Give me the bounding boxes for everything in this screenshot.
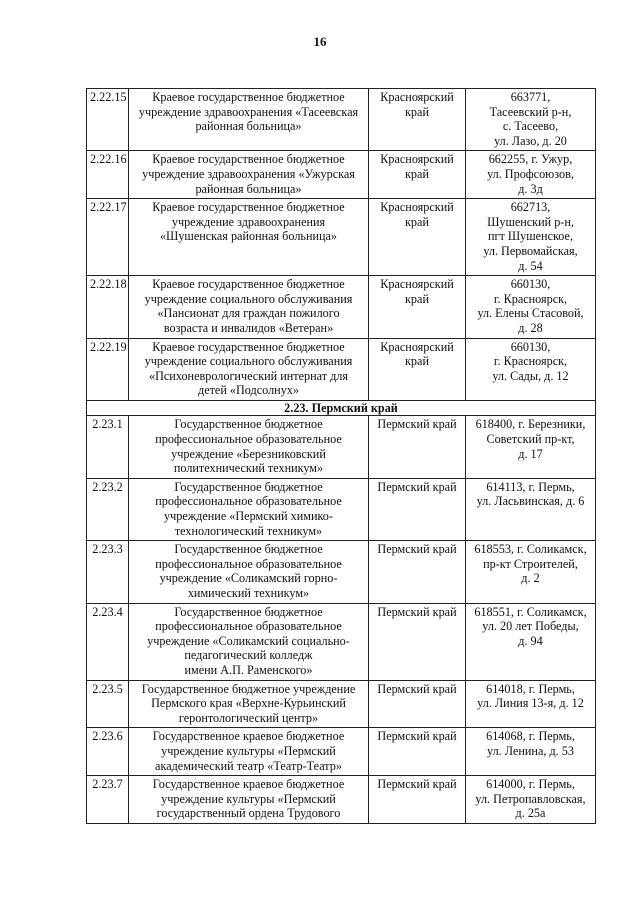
row-number: 2.23.4 [87, 603, 129, 680]
region-cell: Пермский край [369, 416, 466, 478]
region-cell: Пермский край [369, 680, 466, 728]
address-cell: 662713, Шушенский р-н, пгт Шушенское, ул. Первомайская, д. 54 [466, 199, 596, 276]
institution-name: Краевое государственное бюджетное учреждение здравоохранения «Шушенская районная больница» [129, 199, 369, 276]
section-header-row [87, 400, 596, 416]
row-number: 2.22.19 [87, 338, 129, 400]
row-number: 2.23.2 [87, 478, 129, 540]
table-row [87, 680, 596, 728]
row-number: 2.22.15 [87, 89, 129, 151]
page-number: 16 [313, 34, 327, 49]
row-number: 2.23.3 [87, 541, 129, 603]
table-row [87, 541, 596, 603]
table-row [87, 603, 596, 680]
institution-name: Государственное бюджетное профессиональное образовательное учреждение «Соликамский горно- химический техникум» [129, 541, 369, 603]
address-cell: 662255, г. Ужур, ул. Профсоюзов, д. 3д [466, 151, 596, 199]
address-cell: 614113, г. Пермь, ул. Ласьвинская, д. 6 [466, 478, 596, 540]
table-row [87, 276, 596, 338]
table-row [87, 776, 596, 824]
institution-name: Государственное бюджетное учреждение Пермского края «Верхне-Курьинский геронтологический центр» [129, 680, 369, 728]
region-cell: Пермский край [369, 478, 466, 540]
institution-name: Государственное краевое бюджетное учреждение культуры «Пермский академический театр «Театр-Театр» [129, 728, 369, 776]
address-cell: 660130, г. Красноярск, ул. Елены Стасовой, д. 28 [466, 276, 596, 338]
address-cell: 614068, г. Пермь, ул. Ленина, д. 53 [466, 728, 596, 776]
address-cell: 618400, г. Березники, Советский пр-кт, д. 17 [466, 416, 596, 478]
institution-name: Краевое государственное бюджетное учреждение социального обслуживания «Пансионат для граждан пожилого возраста и инвалидов «Ветеран» [129, 276, 369, 338]
address-cell: 618551, г. Соликамск, ул. 20 лет Победы, д. 94 [466, 603, 596, 680]
row-number: 2.22.16 [87, 151, 129, 199]
region-cell: Пермский край [369, 603, 466, 680]
institution-name: Краевое государственное бюджетное учреждение социального обслуживания «Психоневрологический интернат для детей «Подсолнух» [129, 338, 369, 400]
region-cell: Красноярский край [369, 276, 466, 338]
address-cell: 663771, Тасеевский р-н, с. Тасеево, ул. Лазо, д. 20 [466, 89, 596, 151]
address-cell: 660130, г. Красноярск, ул. Сады, д. 12 [466, 338, 596, 400]
table-row [87, 478, 596, 540]
table-row [87, 338, 596, 400]
region-cell: Красноярский край [369, 338, 466, 400]
table-row [87, 416, 596, 478]
address-cell: 614018, г. Пермь, ул. Линия 13-я, д. 12 [466, 680, 596, 728]
region-cell: Пермский край [369, 728, 466, 776]
institution-name: Государственное краевое бюджетное учреждение культуры «Пермский государственный ордена Трудового [129, 776, 369, 824]
section-title: 2.23. Пермский край [87, 400, 596, 416]
row-number: 2.23.7 [87, 776, 129, 824]
institutions-table [86, 88, 596, 824]
region-cell: Пермский край [369, 541, 466, 603]
institutions-table-body [87, 89, 596, 824]
row-number: 2.23.5 [87, 680, 129, 728]
table-row [87, 89, 596, 151]
row-number: 2.23.6 [87, 728, 129, 776]
row-number: 2.22.18 [87, 276, 129, 338]
institution-name: Краевое государственное бюджетное учреждение здравоохранения «Ужурская районная больница» [129, 151, 369, 199]
region-cell: Пермский край [369, 776, 466, 824]
table-row [87, 151, 596, 199]
institution-name: Государственное бюджетное профессиональное образовательное учреждение «Пермский химико- технологический техникум» [129, 478, 369, 540]
table-row [87, 728, 596, 776]
region-cell: Красноярский край [369, 151, 466, 199]
row-number: 2.22.17 [87, 199, 129, 276]
address-cell: 618553, г. Соликамск, пр-кт Строителей, д. 2 [466, 541, 596, 603]
row-number: 2.23.1 [87, 416, 129, 478]
region-cell: Красноярский край [369, 89, 466, 151]
institution-name: Краевое государственное бюджетное учреждение здравоохранения «Тасеевская районная больница» [129, 89, 369, 151]
institution-name: Государственное бюджетное профессиональное образовательное учреждение «Березниковский политехнический техникум» [129, 416, 369, 478]
table-row [87, 199, 596, 276]
address-cell: 614000, г. Пермь, ул. Петропавловская, д. 25а [466, 776, 596, 824]
region-cell: Красноярский край [369, 199, 466, 276]
institution-name: Государственное бюджетное профессиональное образовательное учреждение «Соликамский социально- педагогический колледж имени А.П. Раменского» [129, 603, 369, 680]
